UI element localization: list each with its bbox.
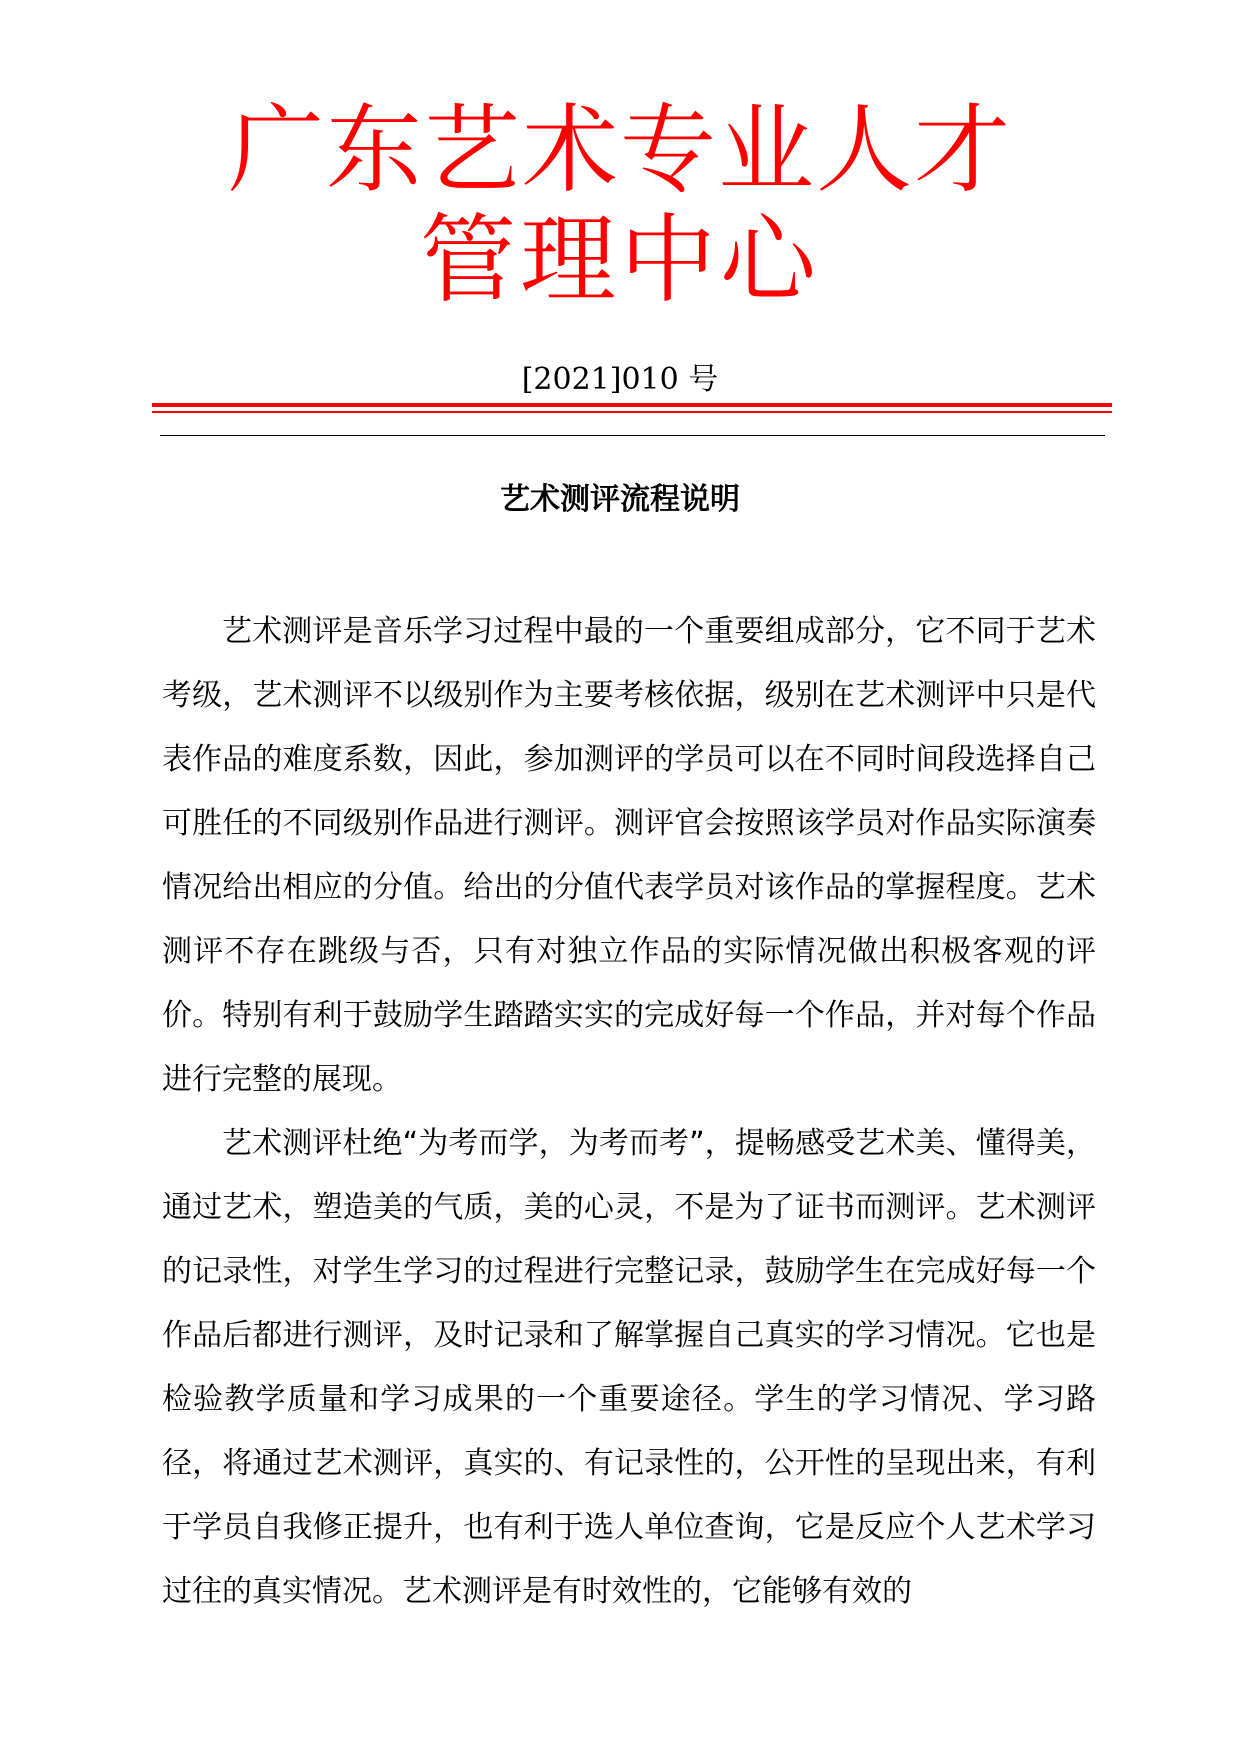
organization-title-line-2: 管理中心 [420, 204, 820, 316]
red-divider-thick [152, 403, 1112, 407]
black-divider [160, 435, 1105, 436]
body-paragraph-2: 艺术测评杜绝“为考而学，为考而考”，提畅感受艺术美、懂得美，通过艺术，塑造美的气质，美的心灵，不是为了证书而测评。艺术测评的记录性，对学生学习的过程进行完整记录，鼓励学生在完成好每一个作品后都进行测评，及时记录和了解掌握自己真实的学习情况。它也是检验教学质量和学习成果的一个重要途径。学生的学习情况、学习路径，将通过艺术测评，真实的、有记录性的，公开性的呈现出来，有利于学员自我修正提升，也有利于选人单位查询，它是反应个人艺术学习过往的真实情况。艺术测评是有时效性的，它能够有效的 [162, 1126, 1096, 1609]
red-divider-thin [152, 411, 1112, 413]
document-heading: 艺术测评流程说明 [500, 482, 740, 517]
document-body [162, 600, 1096, 1624]
body-paragraph-1: 艺术测评是音乐学习过程中最的一个重要组成部分，它不同于艺术考级，艺术测评不以级别作为主要考核依据，级别在艺术测评中只是代表作品的难度系数，因此，参加测评的学员可以在不同时间段选择自己可胜任的不同级别作品进行测评。测评官会按照该学员对作品实际演奏情况给出相应的分值。给出的分值代表学员对该作品的掌握程度。艺术测评不存在跳级与否，只有对独立作品的实际情况做出积极客观的评价。特别有利于鼓励学生踏踏实实的完成好每一个作品，并对每个作品进行完整的展现。 [162, 614, 1096, 1097]
organization-title-line-1: 广东艺术专业人才 [228, 94, 1012, 206]
document-number: [2021]010 号 [521, 362, 719, 397]
